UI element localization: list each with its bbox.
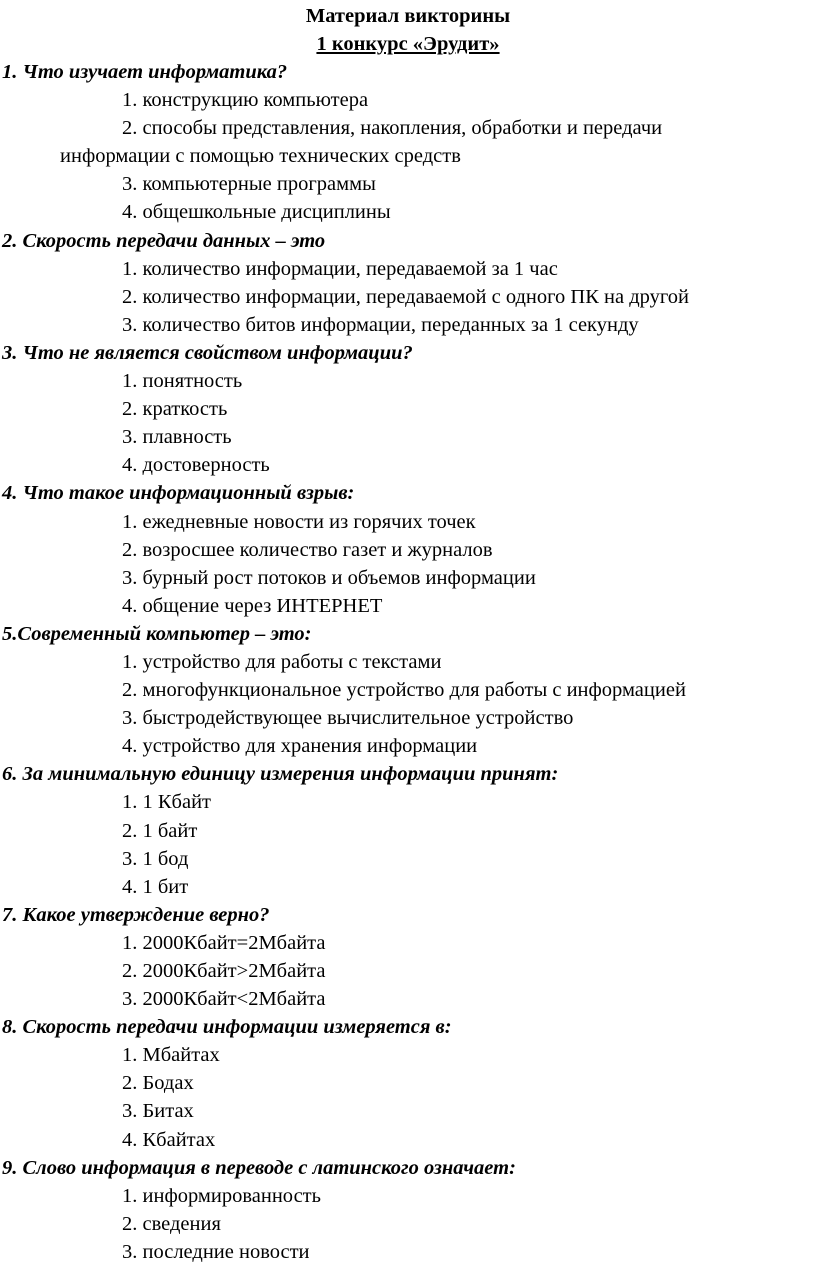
answer-option: 3. Битах — [122, 1100, 194, 1123]
answer-option: 1. количество информации, передаваемой за 1 час — [122, 257, 558, 280]
question-2: 2. Скорость передачи данных – это — [2, 229, 326, 252]
question-9: 9. Слово информация в переводе с латинского означает: — [2, 1156, 516, 1179]
answer-option: 4. достоверность — [122, 454, 270, 477]
answer-option: 3. бурный рост потоков и объемов информации — [122, 566, 536, 589]
answer-option: 4. общешкольные дисциплины — [122, 201, 391, 224]
answer-option — [0, 114, 816, 170]
question-3: 3. Что не является свойством информации? — [2, 341, 413, 364]
answer-option: 1. конструкцию компьютера — [122, 89, 369, 112]
answer-option: 2. 1 байт — [122, 819, 198, 842]
answer-option: 3. количество битов информации, переданных за 1 секунду — [122, 313, 639, 336]
answer-option: 1. ежедневные новости из горячих точек — [122, 510, 476, 533]
answer-option: 1. 1 Кбайт — [122, 791, 212, 814]
answer-option: 1. понятность — [122, 370, 243, 393]
answer-option: 3. компьютерные программы — [122, 173, 376, 196]
answer-option: 2. Бодах — [122, 1072, 194, 1095]
answer-option: 3. быстродействующее вычислительное устройство — [122, 707, 574, 730]
question-5: 5.Современный компьютер – это: — [2, 622, 312, 645]
question-4: 4. Что такое информационный взрыв: — [2, 482, 355, 505]
question-7: 7. Какое утверждение верно? — [2, 903, 270, 926]
answer-option: 4. Кбайтах — [122, 1128, 216, 1151]
answer-option: 2. сведения — [122, 1212, 221, 1235]
answer-option: 3. плавность — [122, 426, 232, 449]
answer-option: 2. краткость — [122, 398, 228, 421]
answer-option: 1. 2000Кбайт=2Мбайта — [122, 931, 326, 954]
document-title: Материал викторины — [305, 5, 511, 27]
answer-option: 3. 2000Кбайт<2Мбайта — [122, 988, 326, 1011]
document-subtitle: 1 конкурс «Эрудит» — [316, 33, 500, 55]
question-1: 1. Что изучает информатика? — [2, 61, 288, 83]
answer-option: 2. 2000Кбайт>2Мбайта — [122, 960, 326, 982]
answer-option: 2. многофункциональное устройство для работы с информацией — [122, 679, 686, 702]
question-8: 8. Скорость передачи информации измеряется в: — [2, 1016, 452, 1039]
answer-option: 3. последние новости — [122, 1240, 310, 1263]
answer-option-text: 2. способы представления, накопления, обработки и передачи — [122, 117, 663, 140]
answer-option: 3. 1 бод — [122, 847, 189, 870]
answer-option: 4. устройство для хранения информации — [122, 735, 478, 758]
answer-option: 4. общение через ИНТЕРНЕТ — [122, 594, 383, 617]
question-6: 6. За минимальную единицу измерения информации принят: — [2, 763, 559, 786]
answer-option: 2. количество информации, передаваемой с одного ПК на другой — [122, 285, 689, 308]
answer-option: 2. возросшее количество газет и журналов — [122, 538, 493, 561]
answer-option: 1. Мбайтах — [122, 1044, 220, 1067]
answer-option: 1. устройство для работы с текстами — [122, 650, 442, 673]
answer-option-continuation: информации с помощью технических средств — [60, 145, 461, 168]
answer-option: 1. информированность — [122, 1184, 321, 1207]
answer-option: 4. 1 бит — [122, 875, 189, 898]
